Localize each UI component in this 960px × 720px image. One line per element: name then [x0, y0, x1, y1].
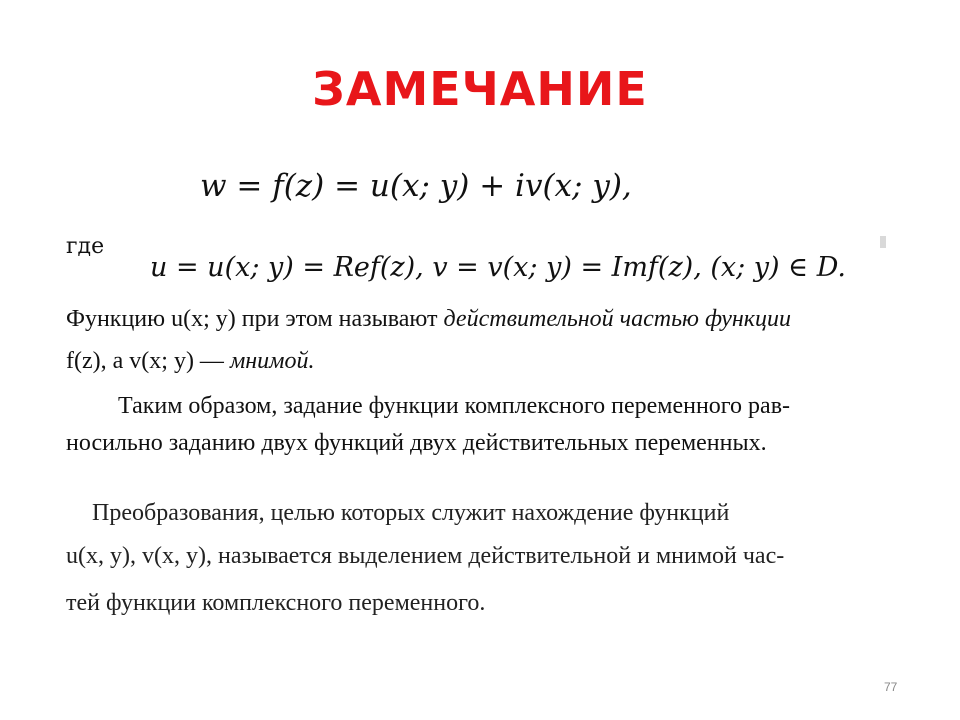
- paragraph-2-line-1: Таким образом, задание функции комплексного переменного рав-: [118, 393, 791, 419]
- paragraph-2-line-2: носильно заданию двух функций двух действительных переменных.: [66, 430, 767, 456]
- main-equation: w = f(z) = u(x; y) + iv(x; y),: [200, 168, 632, 204]
- slide-title: ЗАМЕЧАНИЕ: [312, 62, 648, 116]
- real-part-term: действительной частью функции: [443, 306, 791, 332]
- where-label: где: [66, 234, 105, 259]
- paragraph-3-line-3: тей функции комплексного переменного.: [66, 590, 486, 616]
- scan-artifact: [880, 236, 886, 248]
- imaginary-part-term: мнимой.: [229, 348, 315, 374]
- paragraph-1-line-2-prefix: f(z), а v(x; y) —: [66, 348, 224, 374]
- paragraph-1-line-2: [66, 348, 314, 375]
- paragraph-3-line-2: u(x, y), v(x, y), называется выделением действительной и мнимой час-: [66, 543, 785, 569]
- paragraph-3-line-1: Преобразования, целью которых служит нахождение функций: [92, 500, 730, 526]
- paragraph-1-line-1: [66, 306, 791, 333]
- page-number: 77: [884, 680, 898, 694]
- parts-equation: u = u(x; y) = Ref(z), v = v(x; y) = Imf(z), (x; y) ∈ D.: [150, 252, 847, 283]
- paragraph-1-line-1-prefix: Функцию u(x; y) при этом называют: [66, 306, 438, 332]
